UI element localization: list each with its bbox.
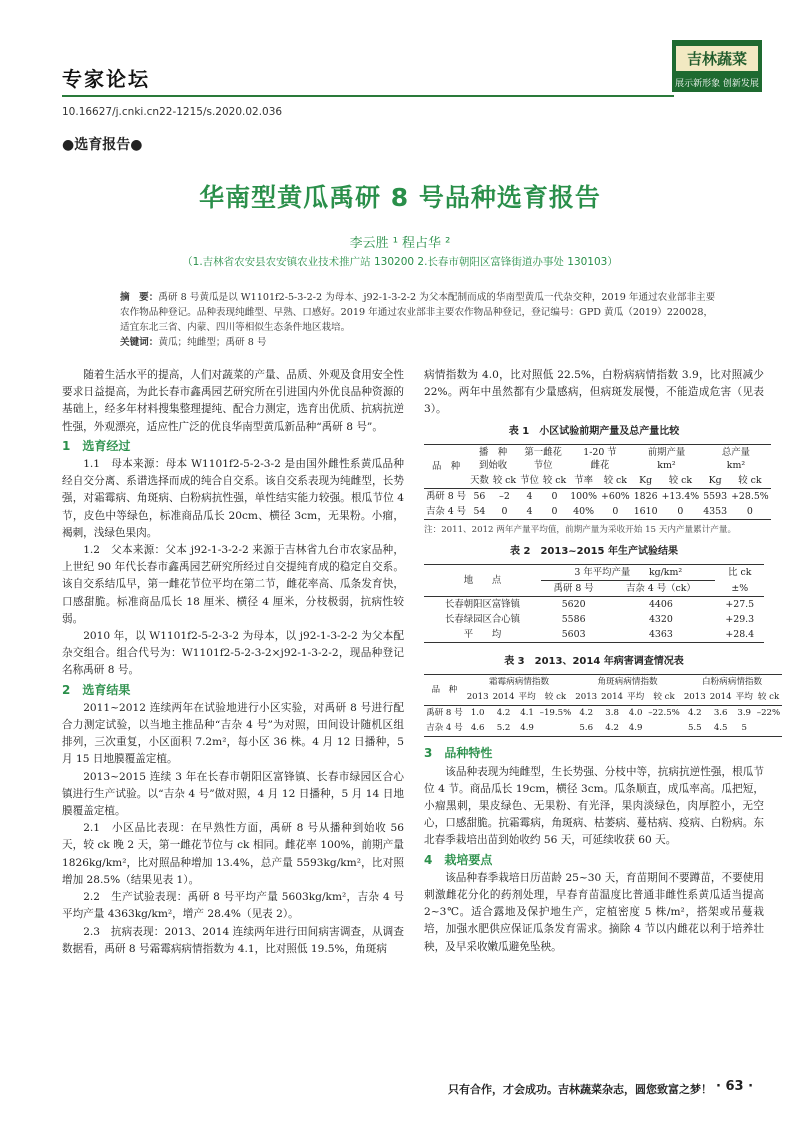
t1-sub: 节率 (574, 474, 593, 486)
t1-sub: 较 ck (738, 474, 762, 486)
left-column (62, 367, 404, 958)
t3-cell: 4.2 (687, 708, 702, 719)
t3-cell: –22.5% (648, 708, 680, 719)
t3-header-downy: 霜霉病病情指数 (488, 677, 550, 688)
keywords (120, 335, 716, 350)
table-row (424, 597, 764, 613)
t1-header-days: 播 种 到始收 (479, 446, 508, 471)
t3-cell: 4.0 (628, 708, 643, 719)
t3-sub: 较 ck (653, 692, 675, 703)
table-2-caption: 表 2 2013~2015 年生产试验结果 (510, 546, 678, 558)
t1-header-variety: 品 种 (424, 444, 468, 488)
t3-cell: 4.5 (713, 723, 728, 734)
t1-cell: 0 (551, 490, 558, 502)
t3-cell: 3.9 (737, 708, 752, 719)
t3-sub: 2013 (575, 692, 598, 703)
t1-cell: 56 (473, 490, 486, 502)
t3-cell: 5 (741, 723, 747, 734)
t1-cell: 0 (746, 505, 753, 517)
t3-cell: 4.1 (520, 708, 534, 719)
table-1 (424, 444, 771, 520)
t1-cell: 4 (526, 505, 533, 517)
table-row (424, 612, 764, 627)
paragraph-2-3-continued: 病情指数为 4.0，比对照低 22.5%，白粉病病情指数 3.9，比对照减少 22%。两年中虽然都有少量感病，但病斑发展慢，不能造成危害（见表 3）。 (424, 369, 764, 416)
t2-header-pct: ±% (731, 582, 749, 594)
t3-cell: –19.5% (539, 708, 572, 719)
table-row (424, 504, 771, 520)
doi[interactable]: 10.16627/j.cnki.cn22-1215/s.2020.02.036 (62, 106, 283, 118)
t2-cell: 4406 (648, 599, 673, 611)
abstract-label: 摘 要： (120, 292, 159, 303)
t1-header-early: 前期产量 km² (647, 446, 686, 471)
logo-sub-text: 展示新形象 创新发展 (675, 79, 759, 89)
t3-sub: 2014 (709, 692, 732, 703)
paragraph-2-2: 2.2 生产试验表现：禹研 8 号平均产量 5603kg/km²，吉杂 4 号平均产量 4363kg/km²，增产 28.4%（见表 2）。 (62, 891, 404, 921)
table-3-caption: 表 3 2013、2014 年病害调查情况表 (504, 656, 684, 668)
logo-main-text: 吉林蔬菜 (676, 46, 758, 71)
t2-cell: 长春朝阳区富锋镇 (445, 599, 521, 611)
t1-sub: 较 ck (492, 474, 517, 486)
t1-cell: 1610 (633, 505, 658, 517)
t2-cell: 4363 (648, 629, 673, 641)
t1-sub: Kg (708, 474, 722, 486)
abstract-paragraph (120, 290, 716, 335)
t3-cell (646, 721, 682, 737)
t2-cell: 5586 (561, 614, 586, 626)
keywords-text: 黄瓜；纯雌型；禹研 8 号 (158, 337, 267, 348)
t3-cell: 4.2 (579, 708, 594, 719)
paragraph-2-intro: 2011~2012 连续两年在试验地进行小区实验，对禹研 8 号进行配合力测定试验，以当地主推品种“吉杂 4 号”为对照，田间设计随机区组排列，三次重复，小区面积 7.2m²，每小区 36 株。4 月 12 日播种，5 月 15 日地膜覆盖定植。 (62, 701, 404, 766)
t1-cell: 4 (526, 490, 533, 502)
t2-cell: 5603 (561, 629, 586, 641)
t1-header-rate: 1-20 节 雌花 (583, 446, 617, 471)
t1-cell: 100% (570, 490, 597, 502)
column-title: 专家论坛 (62, 67, 150, 91)
paragraph-1-3: 2010 年，以 W1101f2-5-2-3-2 为母本，以 j92-1-3-2-2 为父本配杂交组合。组合代号为：W1101f2-5-2-3-2×j92-1-3-2-2，现品种登记名称禹研 8 号。 (62, 630, 404, 677)
paragraph-2-1: 2.1 小区品比表现：在早熟性方面，禹研 8 号从播种到始收 56 天，较 ck 晚 2 天，第一雌花节位与 ck 相同。雌花率 100%，前期产量 1826kg/km²，比对照品种增加 13.4%，总产量 5593kg/km²，比对照增加 28.5%（结果见表 1）。 (62, 822, 404, 886)
paragraph-1-1: 1.1 母本来源：母本 W1101f2-5-2-3-2 是由国外雌性系黄瓜品种经自交分离、系谱选择而成的纯合自交系。该自交系表现为纯雌型，长势强，对霜霉病、角斑病、白粉病抗性强，单性结实能力较强。根瓜节位 4 节，皮色中等绿色，标准商品瓜长 20cm、横径 3cm，无果粉。小瘤，褐刺，浅绿色果肉。 (62, 458, 404, 539)
affiliation: （1.吉林省农安县农安镇农业技术推广站 130200 2.长春市朝阳区富锋街道办事处 130103） (182, 256, 618, 268)
footer-slogan: 只有合作，才会成功。吉林蔬菜杂志，圆您致富之梦！ (448, 1083, 712, 1096)
t3-sub: 较 ck (757, 692, 780, 703)
t1-sub: 较 ck (542, 474, 567, 486)
t3-cell: 3.8 (605, 708, 619, 719)
heading-breeding-results: 2 选育结果 (62, 682, 131, 697)
t1-cell: 40% (573, 505, 595, 517)
t2-header-site: 地 点 (424, 565, 541, 597)
t2-header-v2: 吉杂 4 号（ck） (626, 583, 696, 595)
t1-sub: 节位 (520, 474, 539, 486)
t1-cell: 0 (612, 505, 619, 517)
article-title: 华南型黄瓜禹研 8 号品种选育报告 (199, 183, 601, 212)
table-2 (424, 564, 764, 643)
header-rule (62, 95, 674, 97)
t1-cell: 0 (551, 505, 558, 517)
right-column (424, 367, 781, 956)
t1-cell: +28.5% (731, 490, 769, 502)
t3-cell: 禹研 8 号 (426, 708, 463, 719)
t1-cell: 54 (473, 505, 486, 517)
t3-sub: 平均 (627, 692, 645, 703)
t2-cell: 长春绿园区合心镇 (445, 614, 521, 626)
t1-cell: 吉杂 4 号 (426, 505, 467, 517)
table-row (424, 706, 782, 722)
heading-cultivation: 4 栽培要点 (424, 852, 493, 867)
t3-sub: 较 ck (544, 692, 567, 703)
page-number: · 63 · (716, 1079, 754, 1094)
paragraph-2-3: 2.3 抗病表现：2013、2014 连续两年进行田间病害调查，从调查数据看，禹研 8 号霜霉病病情指数为 4.1，比对照低 19.5%，角斑病 (62, 925, 404, 955)
t1-cell: 5593 (703, 490, 728, 502)
t3-sub: 平均 (518, 692, 536, 703)
t3-cell: 4.2 (496, 708, 511, 719)
paragraph-3: 该品种表现为纯雌型，生长势强、分枝中等，抗病抗逆性强，根瓜节位 4 节。商品瓜长 19cm，横径 3cm。瓜条顺直，成瓜率高。瓜把短，小瘤黑刺，果皮绿色、无果粉、有光泽，果肉淡绿色，肉厚腔小，无空心，口感甜脆。抗霜霉病，角斑病、枯萎病、蔓枯病、疫病、白粉病。东北春季栽培出苗到始收约 56 天，可延续收获 60 天。 (424, 765, 764, 847)
t1-cell: 禹研 8 号 (426, 490, 467, 502)
t3-sub: 2013 (683, 692, 706, 703)
t3-cell: 5.5 (687, 723, 702, 734)
abstract-text: 禹研 8 号黄瓜是以 W1101f2-5-3-2-2 为母本、j92-1-3-2-2 为父本配制而成的华南型黄瓜一代杂交种，2019 年通过农业部非主要农作物品种登记。品种表现纯雌型、早熟、口感好。2019 年通过农业部非主要农作物品种登记，登记编号：GPD 黄瓜（2019）220028，适宜东北三省、内蒙、四川等相似生态条件地区栽培。 (120, 292, 716, 333)
t1-sub: 较 ck (668, 474, 693, 486)
t2-cell: +28.4 (725, 629, 755, 641)
authors: 李云胜 ¹ 程占华 ² (349, 236, 451, 251)
t2-cell: 4320 (648, 614, 673, 626)
t3-cell: 4.2 (605, 723, 619, 734)
t3-cell: 吉杂 4 号 (426, 723, 463, 734)
t2-header-cmp: 比 ck (728, 567, 752, 579)
t3-cell (538, 721, 574, 737)
t3-sub: 2014 (601, 692, 624, 703)
table-row (424, 627, 764, 643)
t1-header-total: 总产量 km² (721, 446, 751, 471)
t1-cell: 4353 (703, 505, 728, 517)
t3-cell: 4.9 (520, 723, 534, 734)
t3-sub: 平均 (735, 692, 753, 703)
t3-header-variety: 品 种 (424, 675, 465, 706)
section-tag: ●选育报告● (62, 137, 143, 153)
t1-cell: 0 (501, 505, 508, 517)
t2-cell: +29.3 (725, 614, 755, 626)
t1-cell: +60% (601, 490, 630, 502)
t1-cell: +13.4% (661, 490, 700, 502)
t1-cell: –2 (499, 490, 510, 502)
t2-cell: +27.5 (725, 599, 755, 611)
t1-sub: 较 ck (603, 474, 627, 486)
t1-cell: 1826 (633, 490, 658, 502)
intro-paragraph: 随着生活水平的提高，人们对蔬菜的产量、品质、外观及食用安全性要求日益提高，为此长春市鑫禹园艺研究所在引进国内外优良品种资源的基础上，经多年材料搜集整理提纯、配合力测定，选育出优质、抗病抗逆性强，外观漂亮，适应性广泛的优良华南型黄瓜新品种“禹研 8 号”。 (62, 369, 404, 433)
t1-sub: 天数 (470, 474, 489, 486)
t3-cell: 1.0 (470, 708, 485, 719)
t2-cell: 5620 (561, 599, 586, 611)
abstract (120, 290, 716, 350)
table-1-note: 注：2011、2012 两年产量平均值，前期产量为采收开始 15 天内产量累计产量。 (424, 524, 737, 535)
t3-cell: 5.2 (496, 723, 511, 734)
t1-cell: 0 (677, 505, 684, 517)
paragraph-4: 该品种春季栽培日历苗龄 25~30 天，育苗期间不要蹲苗，不要使用刺激雌花分化的药剂处理，早春育苗温度比普通非雌性系黄瓜适当提高 2~3℃。适合露地及保护地生产，定植密度 5 株/m²，搭架或吊蔓栽培，加强水肥供应保证瓜条发育需求。摘除 4 节以内雌花以利于培养壮秧，及早采收嫩瓜避免坠秧。 (424, 871, 764, 953)
t3-cell: 5.6 (579, 723, 594, 734)
t2-header-v1: 禹研 8 号 (553, 583, 594, 595)
t3-cell: 4.6 (470, 723, 485, 734)
t3-sub: 2013 (466, 692, 489, 703)
t2-cell: 平 均 (463, 629, 502, 641)
t3-header-angular: 角斑病病情指数 (597, 677, 658, 688)
journal-logo (672, 40, 762, 92)
heading-breeding-process: 1 选育经过 (62, 438, 131, 453)
t3-header-powdery: 白粉病病情指数 (701, 677, 763, 688)
t1-header-node: 第一雌花 节位 (524, 446, 562, 471)
t2-header-avg: 3 年平均产量 kg/km² (541, 565, 715, 581)
t3-cell: –22% (756, 708, 781, 719)
t3-cell (755, 721, 782, 737)
table-row (424, 721, 782, 737)
table-row (424, 488, 771, 504)
t3-sub: 2014 (492, 692, 515, 703)
keywords-label: 关键词： (120, 337, 159, 348)
t3-cell: 3.6 (713, 708, 728, 719)
heading-variety-traits: 3 品种特性 (424, 746, 493, 761)
paragraph-2-production: 2013~2015 连续 3 年在长春市朝阳区富锋镇、长春市绿园区合心镇进行生产试验。以“吉杂 4 号”做对照，4 月 12 日播种，5 月 14 日地膜覆盖定植。 (62, 770, 404, 818)
t3-cell: 4.9 (628, 723, 643, 734)
t1-sub: Kg (639, 474, 653, 486)
table-1-caption: 表 1 小区试验前期产量及总产量比较 (508, 425, 680, 437)
paragraph-1-2: 1.2 父本来源：父本 j92-1-3-2-2 来源于吉林省九台市农家品种，上世纪 90 年代长春市鑫禹园艺研究所经过自交提纯育成的稳定自交系。该自交系结瓜早，第一雌花节位平均在第二节，雌花率高、瓜条发育快，口感甜脆。标准商品瓜长 18 厘米、横径 4 厘米，分枝极弱，抗病性较弱。 (62, 544, 404, 625)
table-3 (424, 674, 782, 737)
